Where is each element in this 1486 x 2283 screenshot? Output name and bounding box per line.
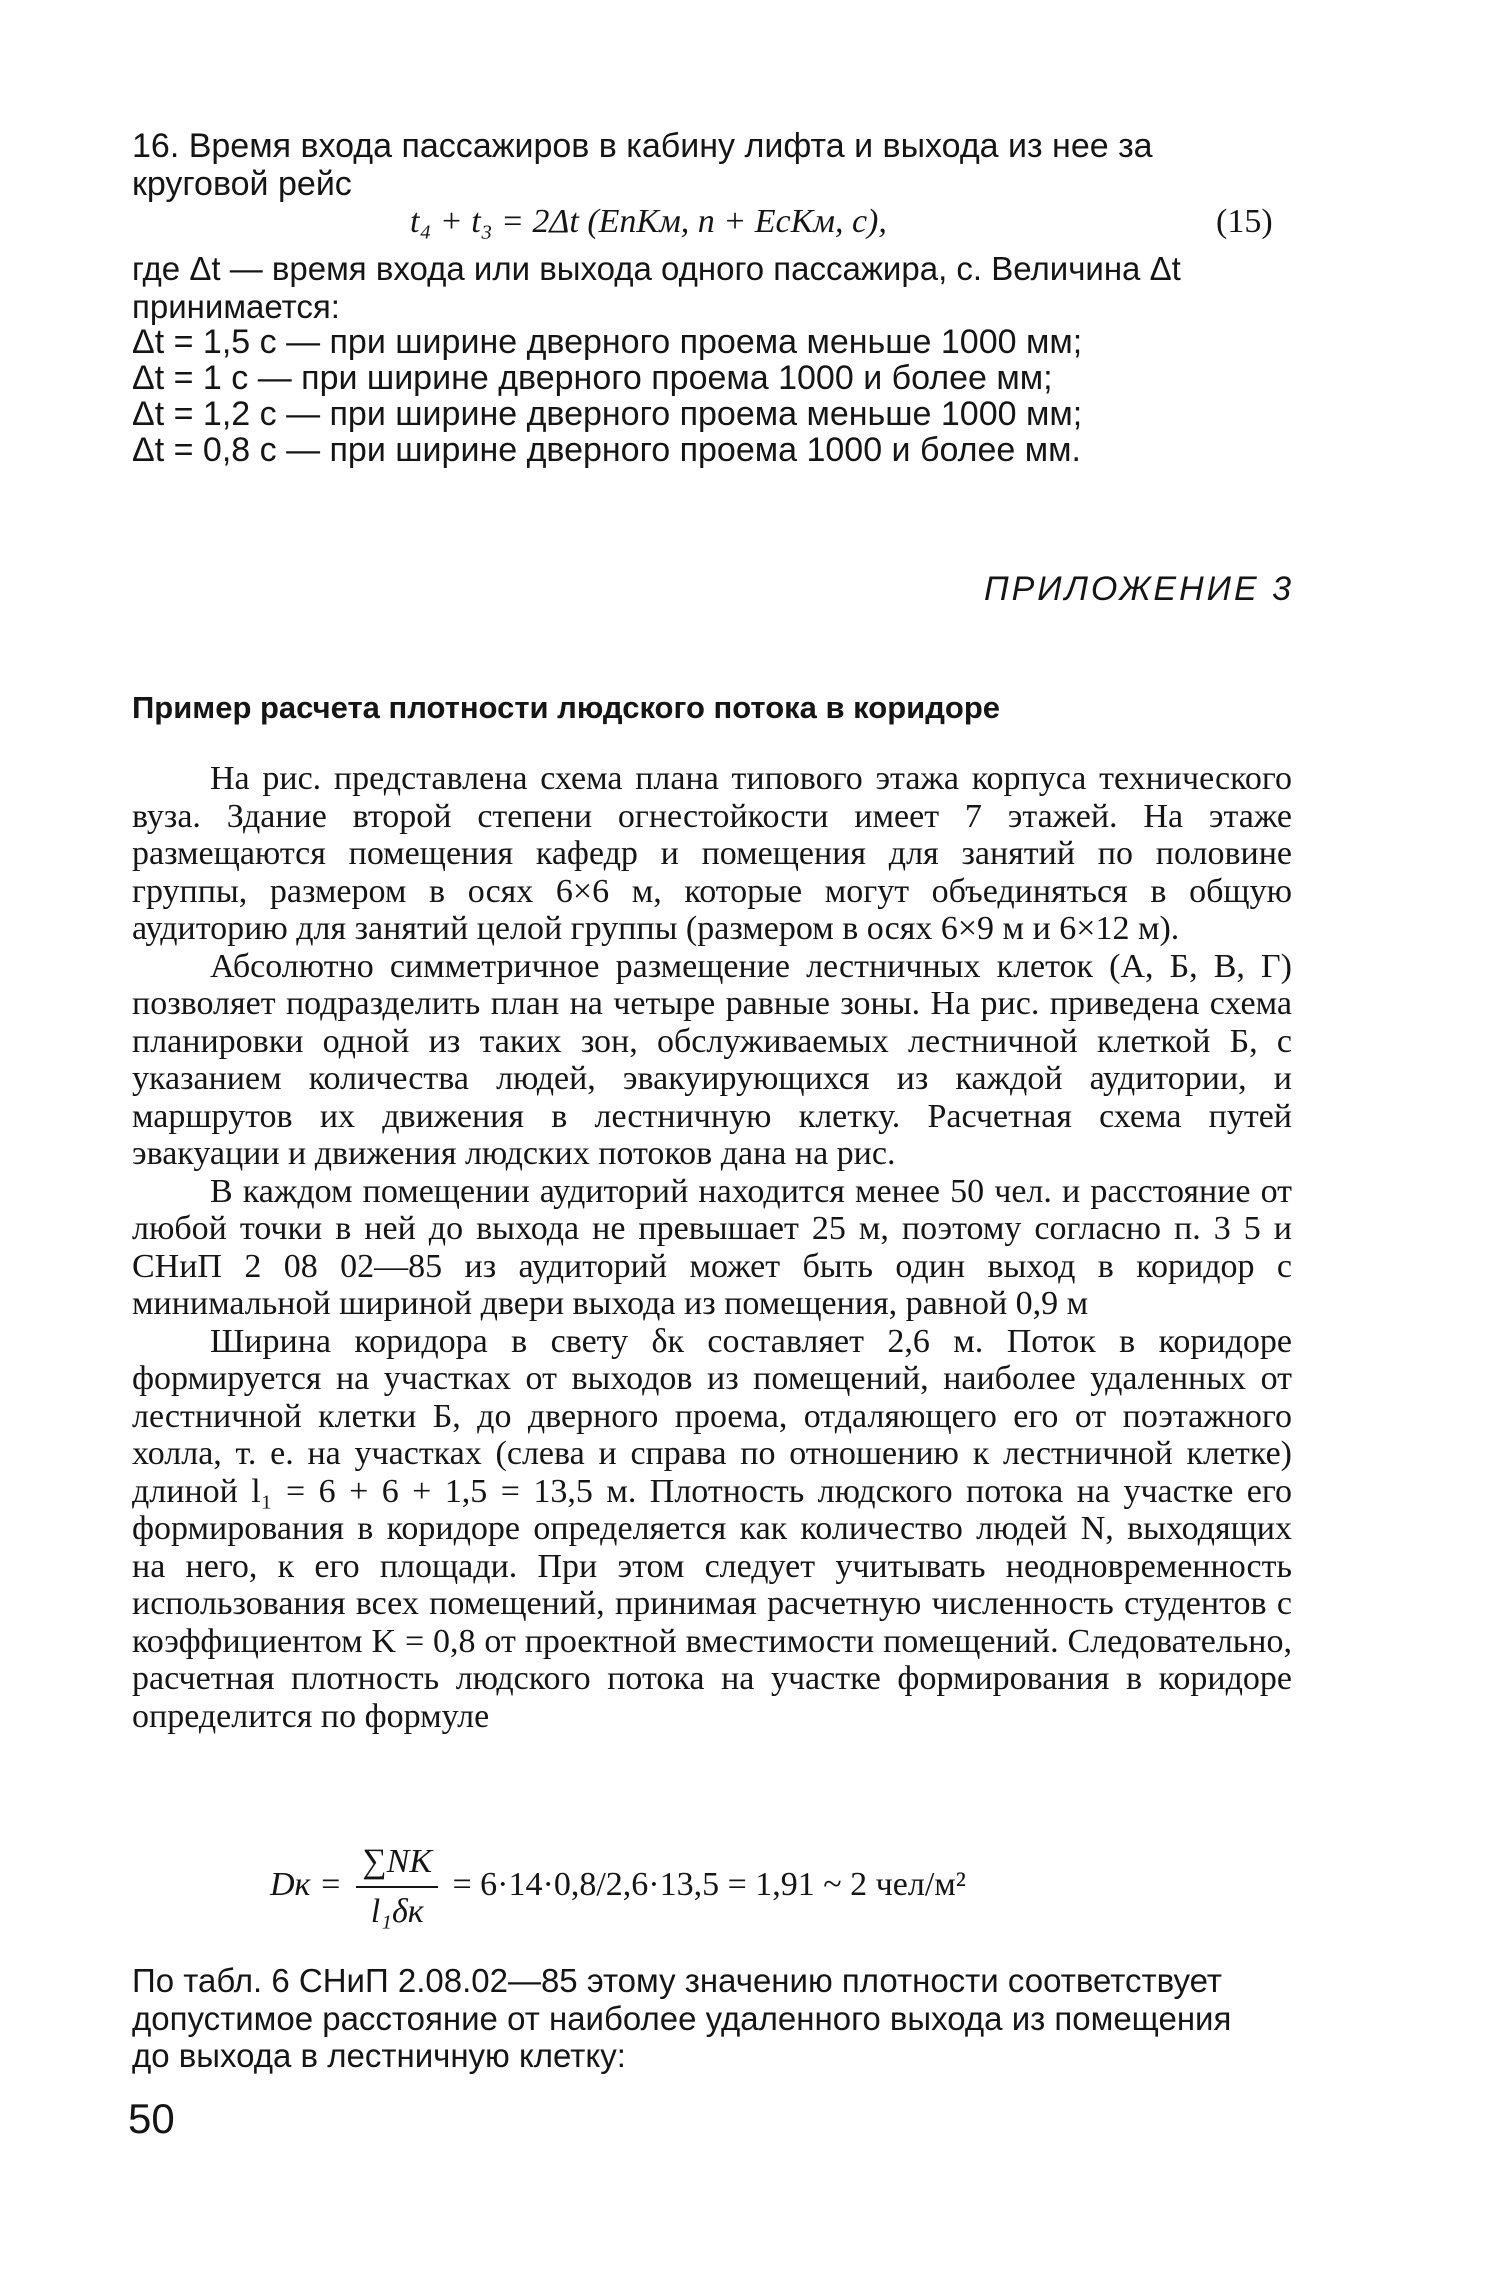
formula-number: (15) [1216, 203, 1273, 240]
paragraph-1: На рис. представлена схема плана типового этажа корпуса технического вуза. Здание второй степени огнестойкости имеет 7 этажей. На этаже размещаются помещения кафедр и помещения для занятий по половине группы, размером в осях 6×6 м, которые могут объединяться в общую аудиторию для занятий целой группы (размером в осях 6×9 м и 6×12 м). [132, 760, 1292, 947]
density-rhs: = 6·14·0,8/2,6·13,5 = 1,91 ~ 2 чел/м² [452, 1865, 966, 1903]
delta-t-value-4: Δt = 0,8 с — при ширине дверного проема 1000 и более мм. [132, 431, 1081, 469]
paragraph-3: В каждом помещении аудиторий находится менее 50 чел. и расстояние от любой точки в ней до выхода не превышает 25 м, поэтому согласно п. 3 5 и СНиП 2 08 02—85 из аудиторий может быть один выход в коридор с минимальной шириной двери выхода из помещения, равной 0,9 м [132, 1172, 1292, 1322]
definition-line-2: принимается: [132, 287, 340, 325]
density-lhs: Dк = [270, 1865, 342, 1903]
delta-t-value-3: Δt = 1,2 с — при ширине дверного проема меньше 1000 мм; [132, 395, 1083, 433]
density-fraction [356, 1840, 438, 1934]
definition-line-1: где Δt — время входа или выхода одного пассажира, с. Величина Δt [132, 250, 1181, 287]
item-16-line-1: 16. Время входа пассажиров в кабину лифта и выхода из нее за [132, 127, 1153, 165]
appendix-heading: ПРИЛОЖЕНИЕ 3 [983, 570, 1294, 608]
density-formula [270, 1840, 966, 1934]
final-line-2: допустимое расстояние от наиболее удаленного выхода из помещения [132, 1999, 1232, 2037]
item-16-line-2: круговой рейс [132, 164, 352, 203]
delta-t-definition [132, 250, 1292, 325]
fraction-denominator: l₁δк [370, 1893, 424, 1930]
example-title: Пример расчета плотности людского потока в коридоре [132, 690, 1000, 725]
paragraph-4: Ширина коридора в свету δк составляет 2,6 м. Поток в коридоре формируется на участках от выходов из помещений, наиболее удаленных от лестничной клетки Б, до дверного проема, отдаляющего его от поэтажного холла, т. е. на участках (слева и справа по отношению к лестничной клетке) длиной l₁ = 6 + 6 + 1,5 = 13,5 м. Плотность людского потока на участке его формирования в коридоре определяется как количество людей N, выходящих на него, к его площади. При этом следует учитывать неодновременность использования всех помещений, принимая расчетную численность студентов с коэффициентом K = 0,8 от проектной вместимости помещений. Следовательно, расчетная плотность людского потока на участке формирования в коридоре определится по формуле [132, 1322, 1292, 1735]
lift-time-formula: t₄ + t₃ = 2Δt (EпKм, п + EсKм, с), [410, 203, 887, 240]
body-text [132, 760, 1292, 1735]
item-16 [132, 128, 1292, 203]
final-paragraph [132, 1962, 1292, 2075]
final-line-3: до выхода в лестничную клетку: [132, 2037, 626, 2074]
page-number: 50 [128, 2095, 175, 2142]
delta-t-value-2: Δt = 1 с — при ширине дверного проема 1000 и более мм; [132, 359, 1053, 397]
final-line-1: По табл. 6 СНиП 2.08.02—85 этому значению плотности соответствует [132, 1962, 1222, 1999]
delta-t-value-1: Δt = 1,5 с — при ширине дверного проема меньше 1000 мм; [132, 323, 1083, 361]
fraction-numerator: ∑NK [356, 1840, 438, 1888]
paragraph-2: Абсолютно симметричное размещение лестничных клеток (А, Б, В, Г) позволяет подразделить план на четыре равные зоны. На рис. приведена схема планировки одной из таких зон, обслуживаемых лестничной клеткой Б, с указанием количества людей, эвакуирующихся из каждой аудитории, и маршрутов их движения в лестничную клетку. Расчетная схема путей эвакуации и движения людских потоков дана на рис. [132, 947, 1292, 1172]
